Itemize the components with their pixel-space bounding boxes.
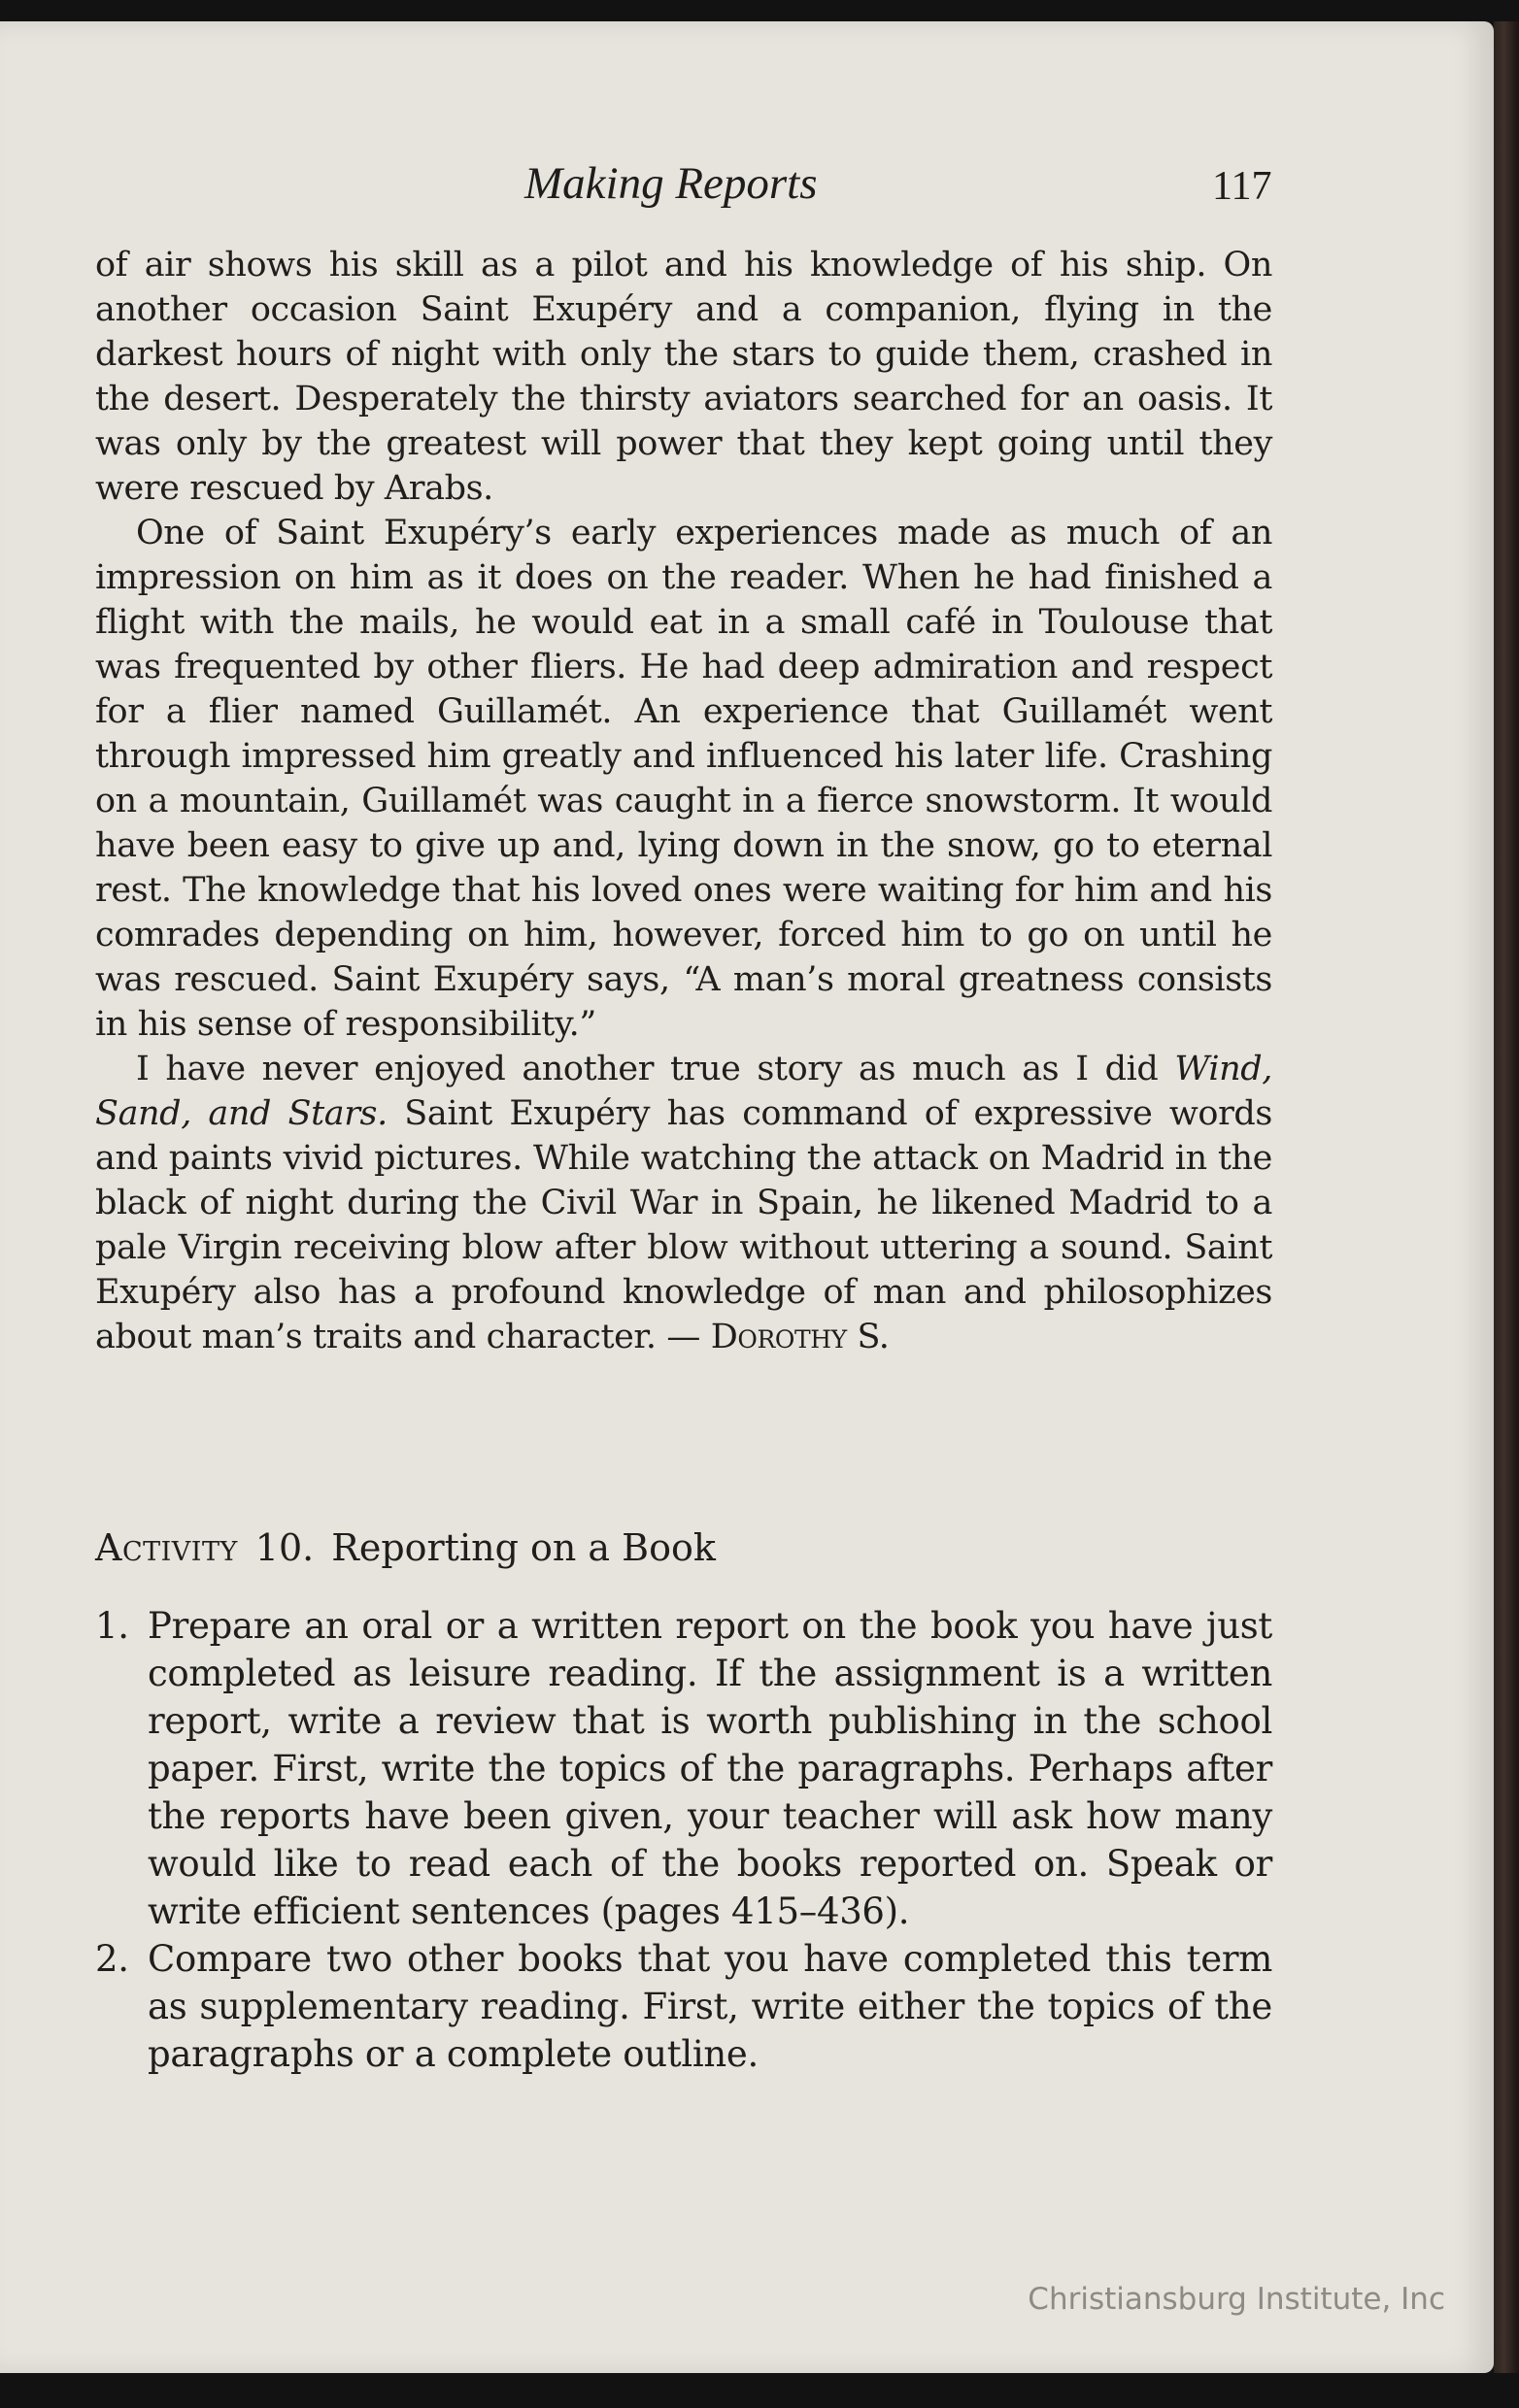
running-title: Making Reports — [524, 158, 818, 209]
activity-list — [95, 1602, 1272, 2078]
item-text: Compare two other books that you have completed this term as supplementary reading. First, write either the topics of the paragraphs or a complete outline. — [148, 1938, 1272, 2075]
item-number: 2. — [95, 1938, 129, 1980]
item-number: 1. — [95, 1605, 129, 1647]
activity-title: Reporting on a Book — [331, 1526, 716, 1569]
signature: Dorothy S. — [710, 1318, 890, 1356]
paragraph-2: One of Saint Exupéry’s early experiences made as much of an impression on him as it does on the reader. When he had finished a flight with the mails, he would eat in a small café in Toulouse that was frequented by other fliers. He had deep admiration and respect for a flier named Guillamét. An experience that Guillamét went through impressed him greatly and influenced his later life. Crashing on a mountain, Guillamét was caught in a fierce snowstorm. It would have been easy to give up and, lying down in the snow, go to eternal rest. The knowledge that his loved ones were waiting for him and his comrades depending on him, however, forced him to go on until he was rescued. Saint Exupéry says, “A man’s moral greatness consists in his sense of responsibility.” — [95, 514, 1272, 1044]
running-head — [0, 157, 1379, 216]
watermark: Christiansburg Institute, Inc — [1028, 2282, 1445, 2317]
book-title: Wind, Sand, and Stars. — [95, 1050, 1272, 1133]
paragraph-3-lead: I have never enjoyed another true story as much as I did — [136, 1050, 1175, 1088]
activity-number: 10. — [254, 1526, 315, 1569]
page-edge — [1494, 21, 1519, 2373]
activity-item-2 — [95, 1935, 1272, 2078]
paragraph-1: of air shows his skill as a pilot and his knowledge of his ship. On another occasion Saint Exupéry and a companion, flying in the darkest hours of night with only the stars to guide them, crashed in the desert. Desperately the thirsty aviators searched for an oasis. It was only by the greatest will power that they kept going until they were rescued by Arabs. — [95, 246, 1272, 508]
activity-heading — [95, 1526, 1272, 1569]
page-number: 117 — [1212, 164, 1272, 209]
activity-item-1 — [95, 1602, 1272, 1935]
activity-label: Activity — [95, 1526, 238, 1569]
paragraph-3 — [95, 1047, 1272, 1359]
paragraph-3-rest: Saint Exupéry has command of expressive words and paints vivid pictures. While watching the attack on Madrid in the black of night during the Civil War in Spain, he likened Madrid to a pale Virgin receiving blow after blow without uttering a sound. Saint Exupéry also has a profound knowledge of man and philosophizes about man’s traits and character. — — [95, 1094, 1272, 1356]
body-text — [95, 243, 1272, 1359]
item-text: Prepare an oral or a written report on the book you have just completed as leisure reading. If the assignment is a written report, write a review that is worth publishing in the school paper. First, write the topics of the paragraphs. Perhaps after the reports have been given, your teacher will ask how many would like to read each of the books reported on. Speak or write efficient sentences (pages 415–436). — [148, 1605, 1272, 1932]
